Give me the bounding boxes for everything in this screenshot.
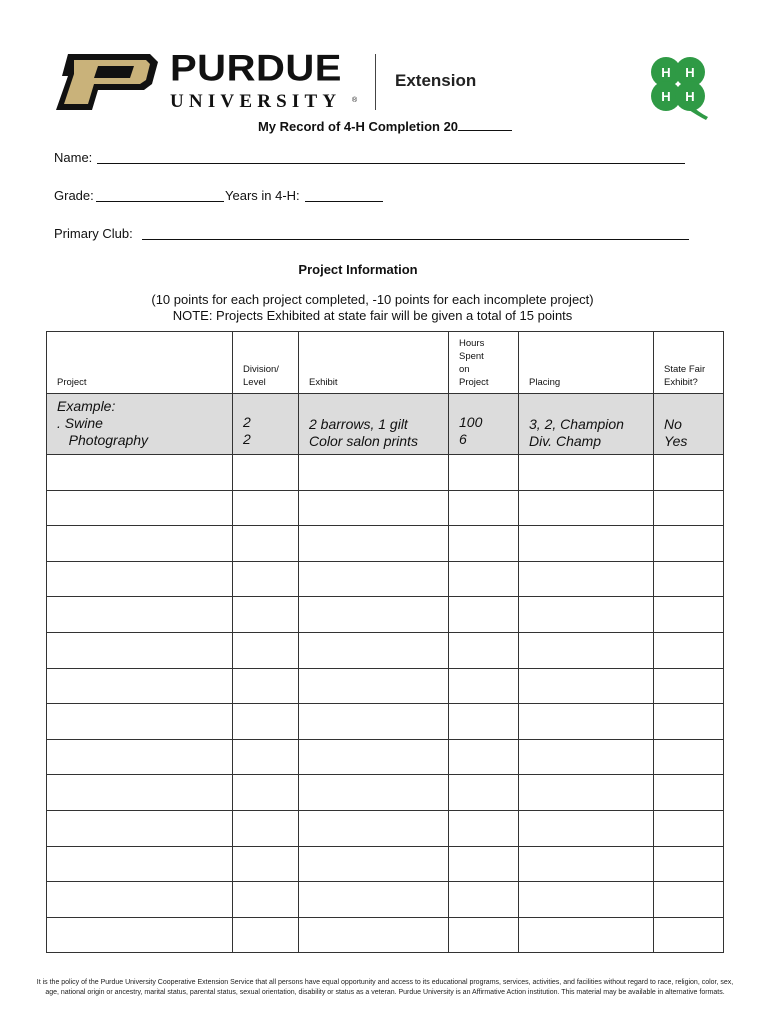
cell-exhibit[interactable]	[299, 455, 449, 491]
header-division: Division/ Level	[233, 332, 299, 394]
cell-hours[interactable]	[449, 775, 519, 811]
cell-division[interactable]	[233, 704, 299, 740]
cell-exhibit[interactable]	[299, 739, 449, 775]
cell-hours[interactable]	[449, 704, 519, 740]
cell-state-fair[interactable]	[654, 846, 724, 882]
cell-project[interactable]	[47, 490, 233, 526]
record-title-text: My Record of 4-H Completion 20	[257, 119, 459, 134]
club-field[interactable]	[142, 239, 689, 240]
name-label: Name:	[54, 150, 93, 165]
example-hours: 100 6	[449, 394, 519, 455]
cell-project[interactable]	[47, 561, 233, 597]
cell-state-fair[interactable]	[654, 632, 724, 668]
cell-division[interactable]	[233, 526, 299, 562]
table-row	[47, 775, 724, 811]
cell-state-fair[interactable]	[654, 739, 724, 775]
svg-text:H: H	[661, 89, 671, 104]
years-label: Years in 4-H:	[225, 188, 300, 203]
logo-subword: UNIVERSITY	[170, 91, 342, 112]
grade-field[interactable]	[96, 201, 224, 202]
cell-hours[interactable]	[449, 917, 519, 953]
cell-state-fair[interactable]	[654, 490, 724, 526]
header-project: Project	[47, 332, 233, 394]
cell-placing[interactable]	[519, 668, 654, 704]
cell-division[interactable]	[233, 775, 299, 811]
cell-division[interactable]	[233, 632, 299, 668]
cell-project[interactable]	[47, 597, 233, 633]
cell-division[interactable]	[233, 455, 299, 491]
cell-exhibit[interactable]	[299, 846, 449, 882]
cell-hours[interactable]	[449, 882, 519, 918]
cell-project[interactable]	[47, 526, 233, 562]
table-row	[47, 882, 724, 918]
example-state-fair: No Yes	[654, 394, 724, 455]
table-row	[47, 917, 724, 953]
four-h-clover-icon	[640, 50, 716, 122]
table-row	[47, 739, 724, 775]
logo-divider	[375, 54, 376, 110]
cell-project[interactable]	[47, 668, 233, 704]
cell-exhibit[interactable]	[299, 561, 449, 597]
cell-division[interactable]	[233, 810, 299, 846]
table-row	[47, 810, 724, 846]
cell-exhibit[interactable]	[299, 704, 449, 740]
cell-hours[interactable]	[449, 597, 519, 633]
cell-hours[interactable]	[449, 632, 519, 668]
table-row	[47, 668, 724, 704]
cell-state-fair[interactable]	[654, 455, 724, 491]
table-row	[47, 846, 724, 882]
points-line: (10 points for each project completed, -10 points for each incomplete project)	[151, 292, 594, 307]
cell-hours[interactable]	[449, 490, 519, 526]
cell-project[interactable]	[47, 775, 233, 811]
policy-footer: It is the policy of the Purdue University Cooperative Extension Service that all persons have equal opportunity and access to its educational programs, services, activities, and facilities without regard to race, religion, color, sex, age, national origin or ancestry, marital status, parental status, sexual orientation, disability or status as a veteran. Purdue University is an Affirmative Action institution. This material may be available in alternative formats.	[36, 979, 734, 996]
cell-placing[interactable]	[519, 739, 654, 775]
cell-state-fair[interactable]	[654, 597, 724, 633]
cell-placing[interactable]	[519, 704, 654, 740]
cell-placing[interactable]	[519, 561, 654, 597]
cell-division[interactable]	[233, 846, 299, 882]
header-exhibit: Exhibit	[299, 332, 449, 394]
cell-placing[interactable]	[519, 455, 654, 491]
cell-exhibit[interactable]	[299, 490, 449, 526]
club-label: Primary Club:	[54, 226, 133, 241]
project-info-heading: Project Information	[298, 262, 418, 277]
cell-exhibit[interactable]	[299, 775, 449, 811]
year-blank[interactable]	[458, 118, 512, 131]
project-table	[46, 331, 724, 953]
cell-state-fair[interactable]	[654, 810, 724, 846]
grade-label: Grade:	[54, 188, 94, 203]
cell-placing[interactable]	[519, 490, 654, 526]
table-row	[47, 704, 724, 740]
table-header-row	[47, 332, 724, 394]
example-placing: 3, 2, Champion Div. Champ	[519, 394, 654, 455]
cell-project[interactable]	[47, 455, 233, 491]
cell-division[interactable]	[233, 668, 299, 704]
cell-state-fair[interactable]	[654, 668, 724, 704]
cell-hours[interactable]	[449, 526, 519, 562]
cell-hours[interactable]	[449, 668, 519, 704]
cell-division[interactable]	[233, 490, 299, 526]
empty-rows	[47, 455, 724, 953]
cell-project[interactable]	[47, 882, 233, 918]
cell-hours[interactable]	[449, 455, 519, 491]
years-field[interactable]	[305, 201, 383, 202]
cell-hours[interactable]	[449, 561, 519, 597]
cell-exhibit[interactable]	[299, 810, 449, 846]
example-division: 2 2	[233, 394, 299, 455]
cell-placing[interactable]	[519, 526, 654, 562]
cell-project[interactable]	[47, 917, 233, 953]
table-row	[47, 597, 724, 633]
cell-hours[interactable]	[449, 810, 519, 846]
cell-exhibit[interactable]	[299, 882, 449, 918]
cell-project[interactable]	[47, 846, 233, 882]
cell-placing[interactable]	[519, 775, 654, 811]
purdue-wordmark	[170, 50, 342, 112]
cell-state-fair[interactable]	[654, 561, 724, 597]
cell-state-fair[interactable]	[654, 526, 724, 562]
header-state-fair: State Fair Exhibit?	[654, 332, 724, 394]
example-row	[47, 394, 724, 455]
cell-placing[interactable]	[519, 917, 654, 953]
cell-placing[interactable]	[519, 597, 654, 633]
cell-exhibit[interactable]	[299, 597, 449, 633]
cell-exhibit[interactable]	[299, 526, 449, 562]
example-exhibit: 2 barrows, 1 gilt Color salon prints	[299, 394, 449, 455]
table-row	[47, 455, 724, 491]
cell-exhibit[interactable]	[299, 917, 449, 953]
cell-placing[interactable]	[519, 846, 654, 882]
svg-text:H: H	[661, 65, 671, 80]
state-fair-note: NOTE: Projects Exhibited at state fair will be given a total of 15 points	[172, 308, 573, 323]
logo-word: PURDUE	[170, 48, 342, 89]
points-note	[0, 292, 745, 324]
cell-placing[interactable]	[519, 810, 654, 846]
cell-exhibit[interactable]	[299, 632, 449, 668]
cell-hours[interactable]	[449, 739, 519, 775]
cell-state-fair[interactable]	[654, 917, 724, 953]
cell-exhibit[interactable]	[299, 668, 449, 704]
header-placing: Placing	[519, 332, 654, 394]
cell-division[interactable]	[233, 561, 299, 597]
cell-division[interactable]	[233, 739, 299, 775]
cell-state-fair[interactable]	[654, 704, 724, 740]
cell-state-fair[interactable]	[654, 882, 724, 918]
cell-hours[interactable]	[449, 846, 519, 882]
cell-division[interactable]	[233, 597, 299, 633]
record-title	[0, 118, 770, 134]
cell-state-fair[interactable]	[654, 775, 724, 811]
cell-project[interactable]	[47, 810, 233, 846]
table-row	[47, 490, 724, 526]
svg-text:H: H	[685, 89, 695, 104]
extension-label: Extension	[395, 71, 477, 90]
cell-division[interactable]	[233, 882, 299, 918]
name-field[interactable]	[97, 163, 685, 164]
registered-mark: ®	[352, 97, 358, 104]
cell-project[interactable]	[47, 632, 233, 668]
cell-project[interactable]	[47, 704, 233, 740]
example-project: Example: . Swine Photography	[47, 394, 233, 455]
cell-placing[interactable]	[519, 632, 654, 668]
table-row	[47, 526, 724, 562]
table-row	[47, 561, 724, 597]
cell-project[interactable]	[47, 739, 233, 775]
purdue-p-logo	[54, 52, 158, 112]
cell-division[interactable]	[233, 917, 299, 953]
cell-placing[interactable]	[519, 882, 654, 918]
header-hours: Hours Spent on Project	[449, 332, 519, 394]
table-row	[47, 632, 724, 668]
svg-text:H: H	[685, 65, 695, 80]
